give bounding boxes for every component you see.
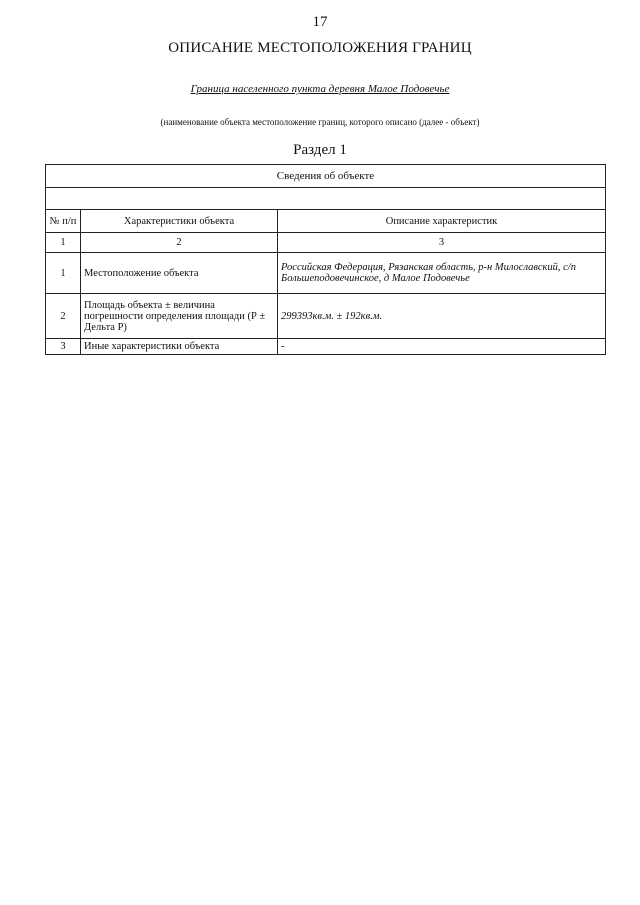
empty-cell	[46, 188, 606, 210]
object-name: Граница населенного пункта деревня Малое Подовечье	[190, 83, 450, 95]
table-title-row	[46, 165, 606, 188]
row-number: 1	[46, 253, 81, 294]
section-title: Раздел 1	[293, 142, 347, 158]
page-number: 17	[312, 14, 328, 30]
header-description: Описание характеристик	[278, 210, 606, 233]
table-header-row	[46, 210, 606, 233]
row-description: Российская Федерация, Рязанская область, р-н Милославский, с/п Большеподовечинское, д Малое Подовечье	[278, 253, 606, 294]
row-characteristic: Иные характеристики объекта	[81, 339, 278, 355]
header-characteristic: Характеристики объекта	[81, 210, 278, 233]
table-row	[46, 294, 606, 339]
table-title: Сведения об объекте	[46, 165, 606, 188]
index-cell: 3	[278, 233, 606, 253]
index-cell: 1	[46, 233, 81, 253]
row-description: -	[278, 339, 606, 355]
row-number: 3	[46, 339, 81, 355]
table-empty-row	[46, 188, 606, 210]
object-info-table	[45, 164, 606, 355]
object-caption: (наименование объекта местоположение границ, которого описано (далее - объект)	[160, 117, 480, 127]
index-cell: 2	[81, 233, 278, 253]
row-number: 2	[46, 294, 81, 339]
table-index-row	[46, 233, 606, 253]
table-row	[46, 339, 606, 355]
header-number: № п/п	[46, 210, 81, 233]
document-title: ОПИСАНИЕ МЕСТОПОЛОЖЕНИЯ ГРАНИЦ	[168, 40, 472, 56]
row-characteristic: Местоположение объекта	[81, 253, 278, 294]
row-description: 299393кв.м. ± 192кв.м.	[278, 294, 606, 339]
table-row	[46, 253, 606, 294]
row-characteristic: Площадь объекта ± величина погрешности определения площади (Р ± Дельта Р)	[81, 294, 278, 339]
